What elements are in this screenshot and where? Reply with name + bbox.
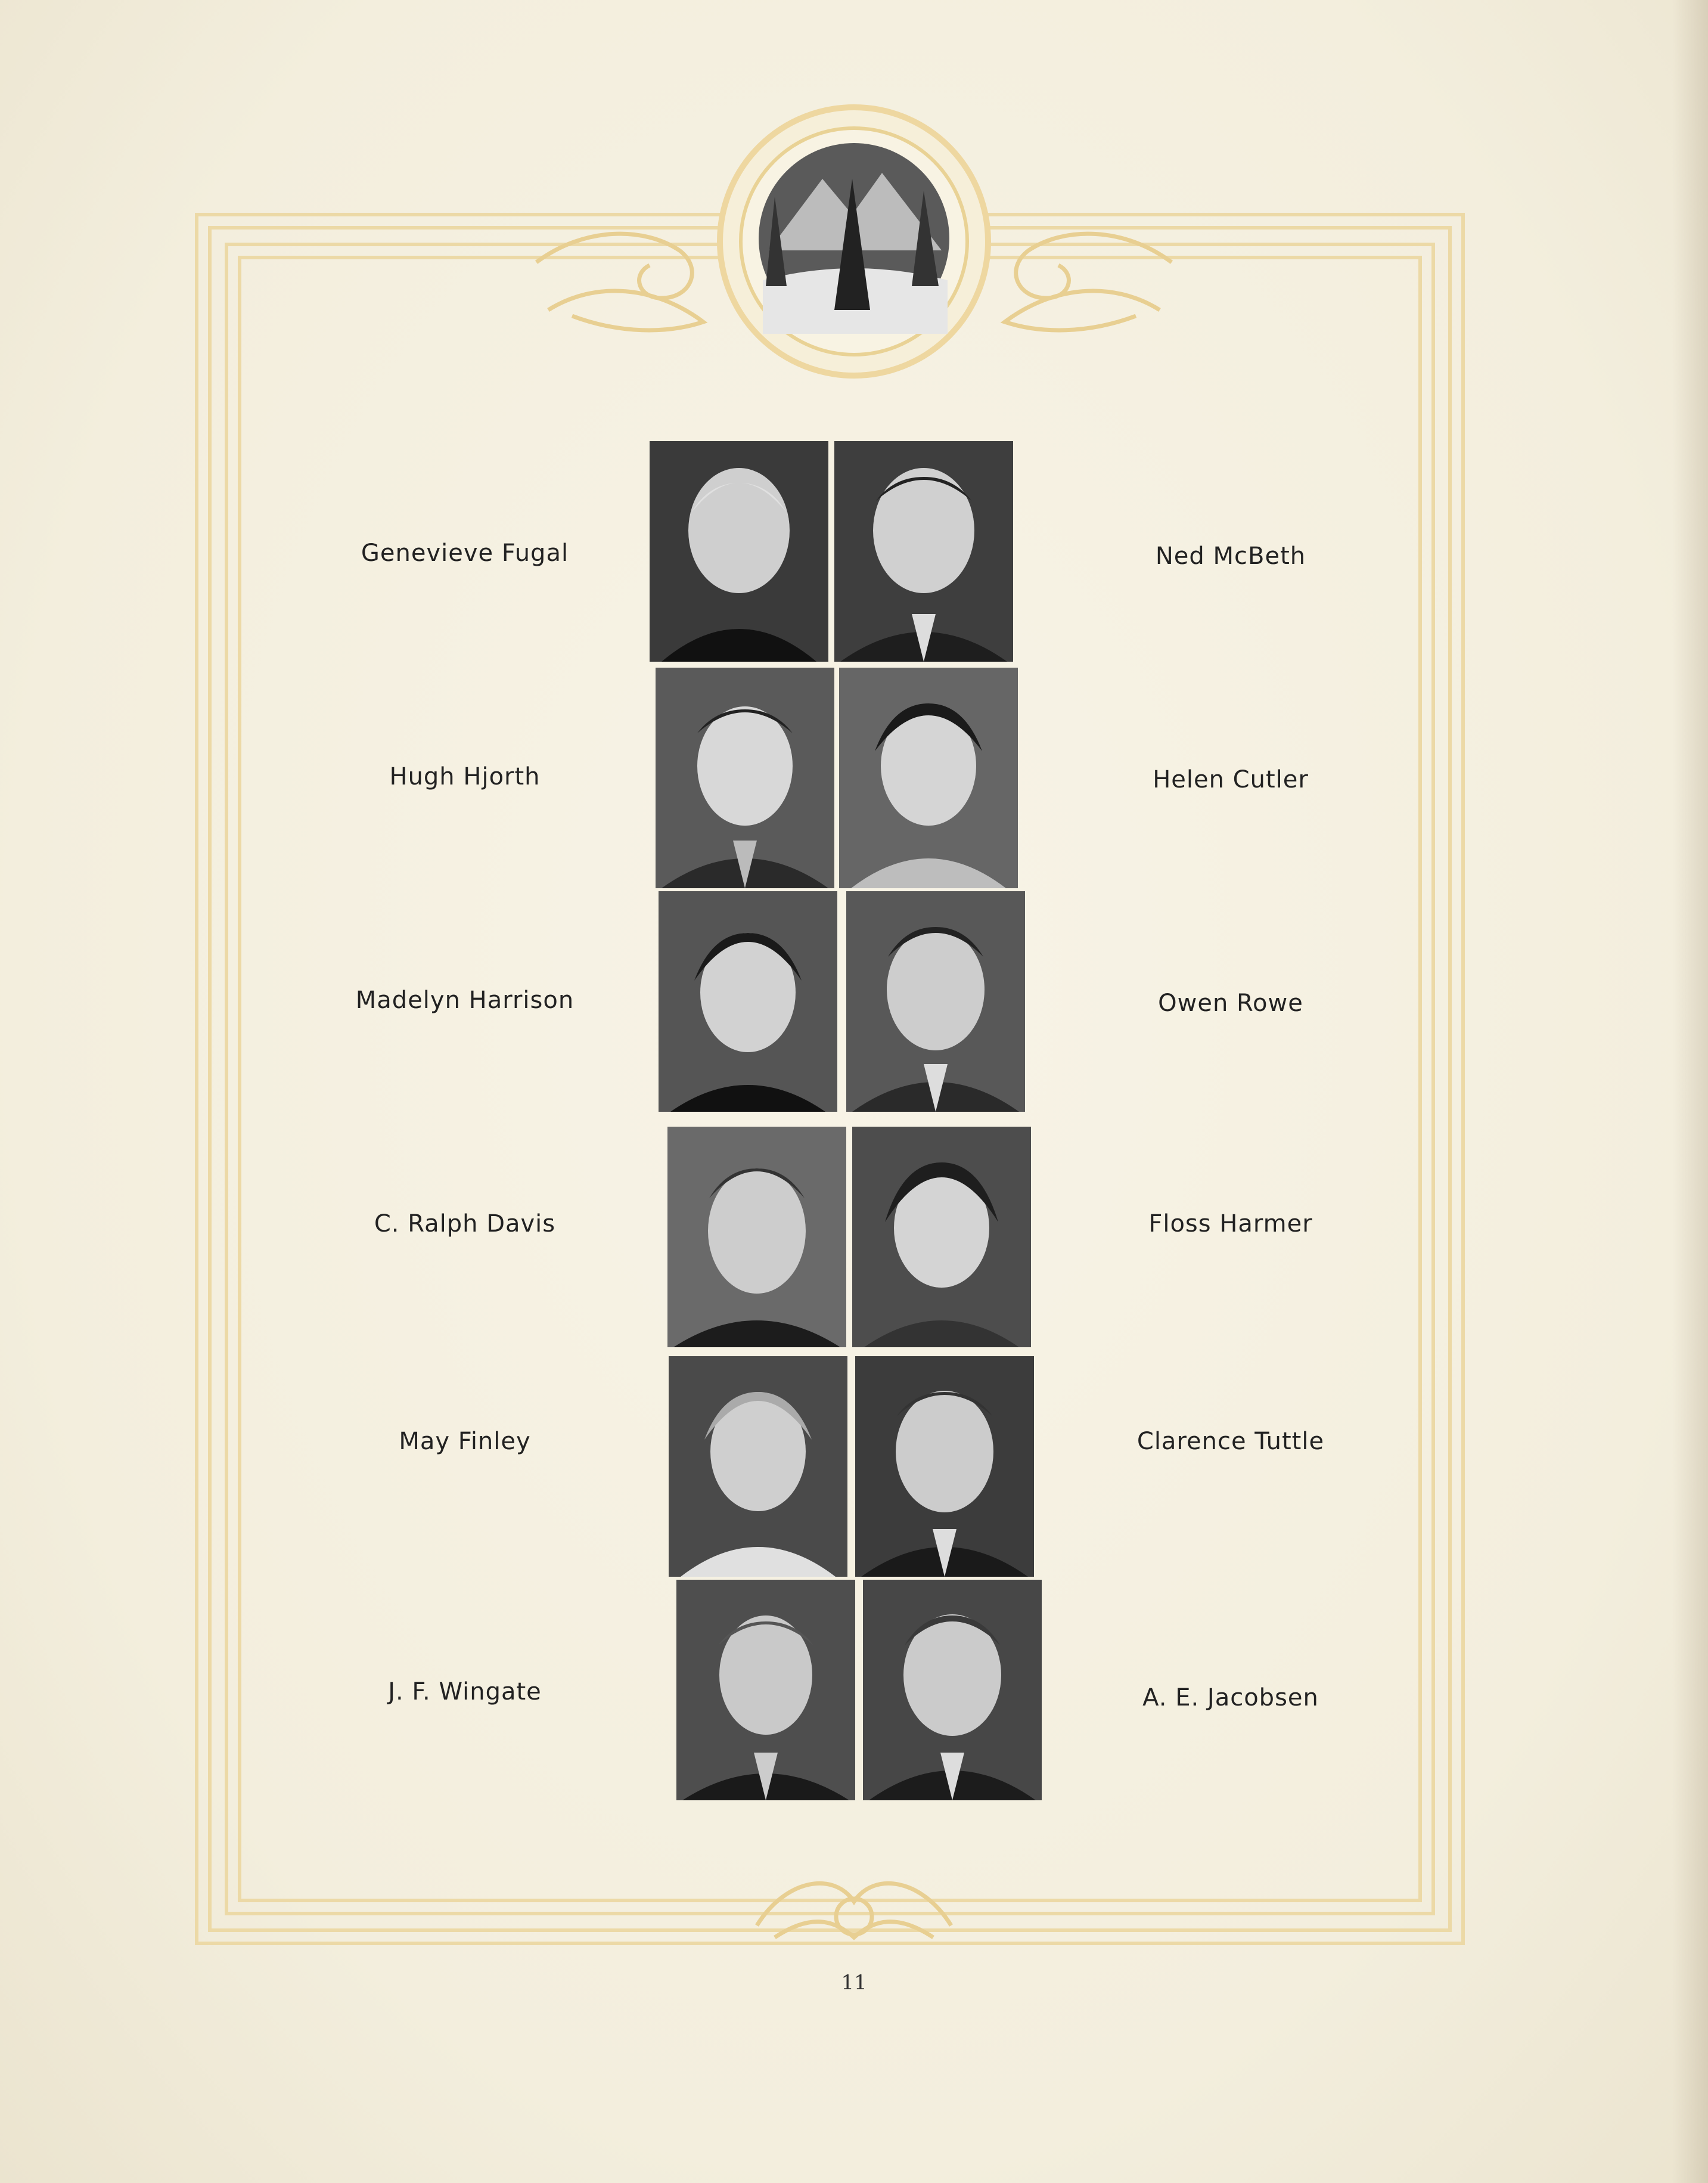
left-name-4: C. Ralph Davis — [374, 1210, 556, 1238]
portrait-genevieve-fugal — [650, 441, 828, 662]
portrait-c-ralph-davis — [667, 1127, 846, 1347]
left-name-5: May Finley — [399, 1428, 531, 1455]
right-name-4: Floss Harmer — [1148, 1210, 1313, 1238]
right-name-2: Helen Cutler — [1153, 766, 1309, 793]
portrait-a-e-jacobsen — [863, 1580, 1042, 1800]
right-name-6: A. E. Jacobsen — [1142, 1684, 1319, 1711]
portrait-owen-rowe — [846, 891, 1025, 1112]
portrait-floss-harmer — [852, 1127, 1031, 1347]
portrait-helen-cutler — [839, 668, 1018, 888]
left-name-6: J. F. Wingate — [388, 1678, 542, 1706]
portrait-madelyn-harrison — [659, 891, 837, 1112]
page-edge-shadow — [1672, 0, 1708, 2183]
portrait-may-finley — [669, 1356, 847, 1577]
portrait-j-f-wingate — [676, 1580, 855, 1800]
left-name-1: Genevieve Fugal — [361, 539, 569, 567]
page-number: 11 — [841, 1971, 867, 1995]
portrait-ned-mcbeth — [834, 441, 1013, 662]
right-name-1: Ned McBeth — [1155, 542, 1306, 570]
left-name-3: Madelyn Harrison — [355, 987, 574, 1014]
portrait-hugh-hjorth — [656, 668, 834, 888]
right-name-3: Owen Rowe — [1158, 990, 1303, 1017]
right-name-5: Clarence Tuttle — [1136, 1428, 1325, 1455]
portrait-clarence-tuttle — [855, 1356, 1034, 1577]
mountain-scene-vignette — [759, 143, 949, 334]
left-name-2: Hugh Hjorth — [389, 763, 541, 790]
